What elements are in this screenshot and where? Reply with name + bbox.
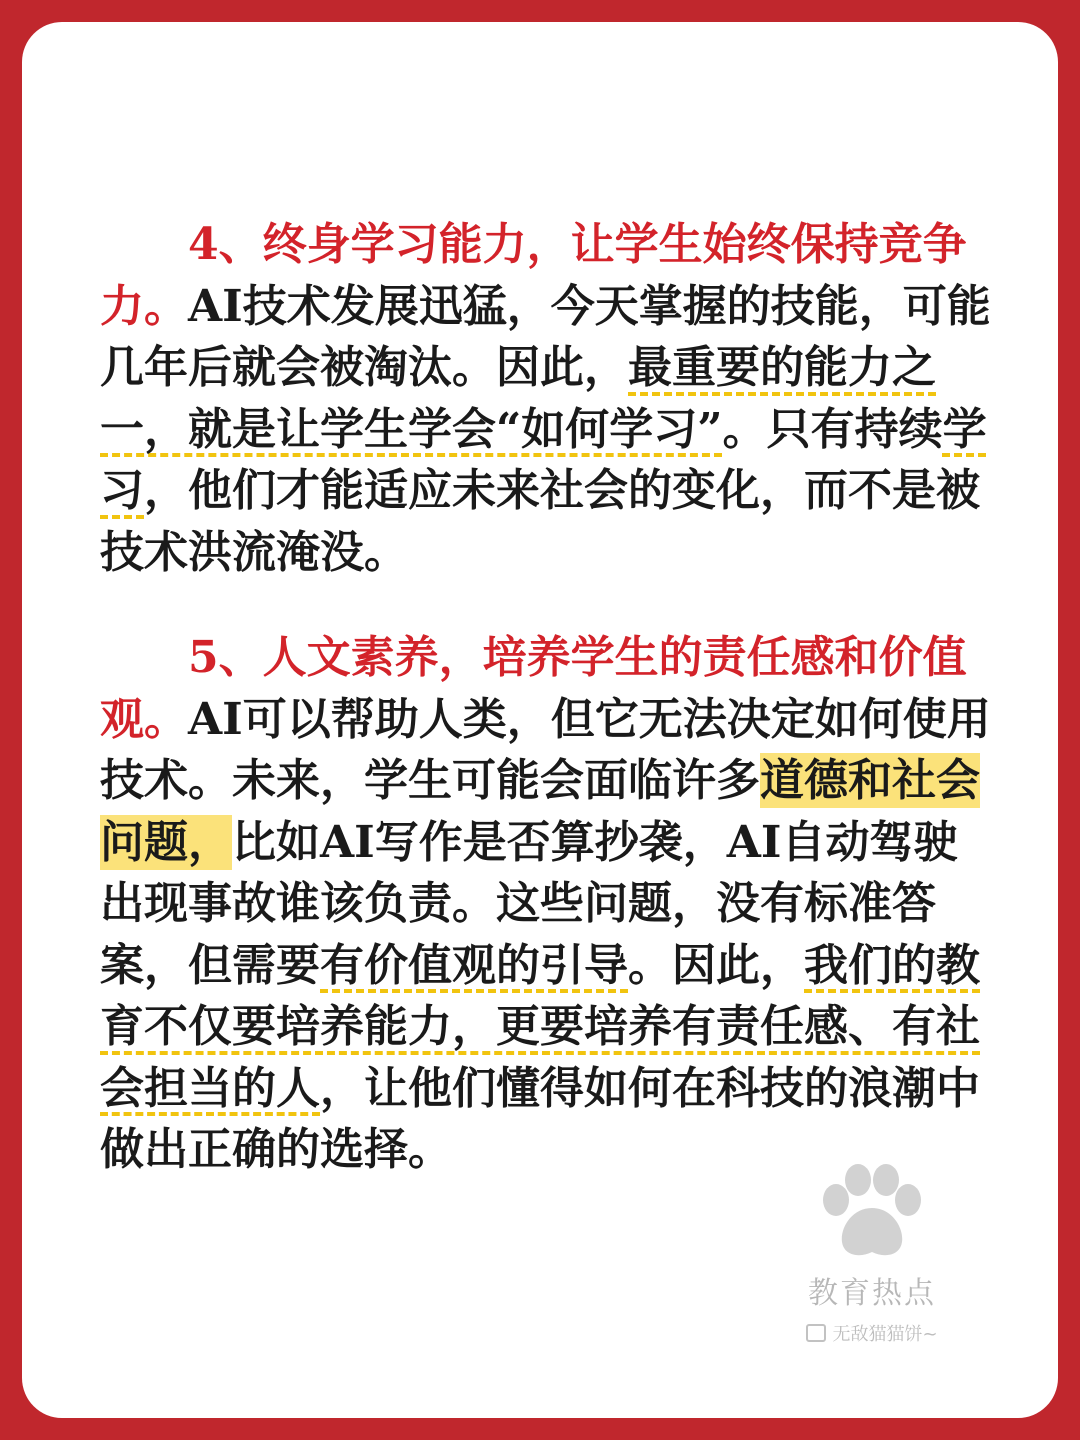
paw-icon: [816, 1162, 928, 1262]
xiaohongshu-icon: [806, 1324, 826, 1342]
paragraph-5-text-2: 比如AI写作是否算抄袭，AI自动驾驶出现事故谁该负责。这些问题，没有标准答案，但需要: [100, 816, 958, 991]
watermark: [792, 1162, 952, 1346]
paragraph-5-highlight-1: 道德和社会问题，: [100, 755, 980, 868]
paragraph-5-text-1: AI可以帮助人类，但它无法决定如何使用技术。未来，学生可能会面临许多: [100, 693, 991, 806]
paragraph-4-text-2: 。只有持续: [722, 403, 943, 455]
paragraph-5-text-4: ，让他们懂得如何在科技的浪潮中做出正确的选择。: [100, 1062, 980, 1175]
paragraph-4-underline-1: 最重要的能力之一，就是让学生学会“如何学习”: [100, 342, 936, 455]
content-card: [22, 22, 1058, 1418]
article-body: [100, 214, 1000, 1181]
paragraph-4-underline-2: 学习: [100, 403, 987, 516]
paragraph-5-underline-2: 我们的教育不仅要培养能力，更要培养有责任感、有社会担当的人: [100, 939, 980, 1114]
paragraph-4-text-3: ，他们才能适应未来社会的变化，而不是被技术洪流淹没。: [100, 465, 980, 578]
paragraph-5-text-3: 。因此，: [628, 939, 804, 991]
paragraph-4-heading: 4、终身学习能力，让学生始终保持竞争力。: [100, 219, 967, 332]
paragraph-5: [100, 627, 1000, 1181]
paragraph-5-underline-1: 有价值观的引导: [320, 939, 628, 991]
watermark-title: 教育热点: [808, 1276, 936, 1311]
paragraph-5-heading: 5、人文素养，培养学生的责任感和价值观。: [100, 632, 967, 745]
watermark-subtitle: 无敌猫猫饼~: [832, 1324, 938, 1345]
paragraph-4-text-1: AI技术发展迅猛，今天掌握的技能，可能几年后就会被淘汰。因此，: [100, 280, 991, 393]
paragraph-4: [100, 214, 1000, 583]
watermark-subtitle-row: [792, 1320, 952, 1346]
